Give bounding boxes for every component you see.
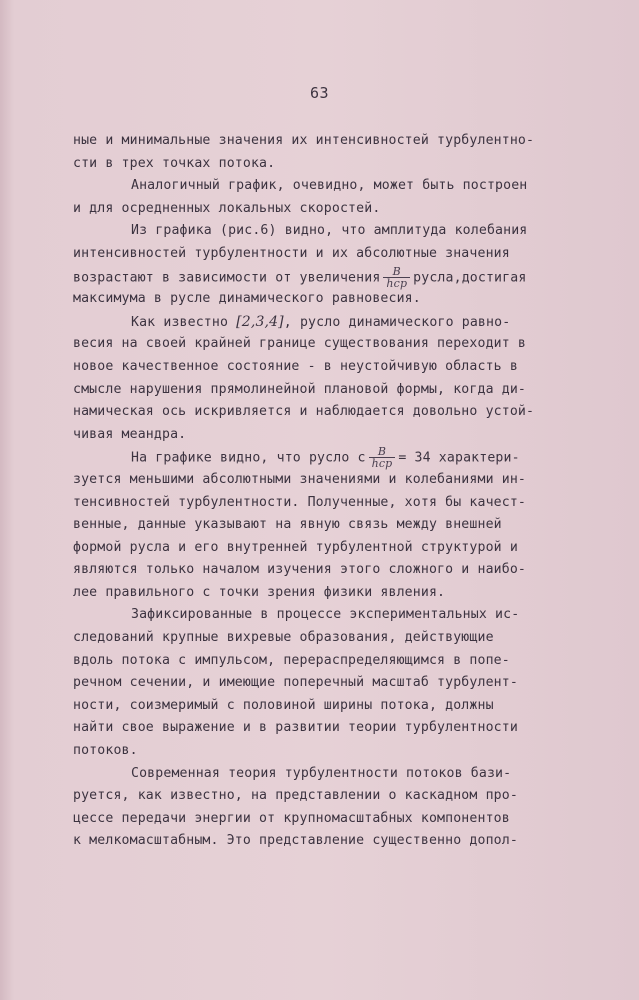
text-line: Зафиксированные в процессе экспериментальных ис-: [131, 607, 520, 623]
text-segment: возрастают в зависимости от увеличения: [73, 270, 381, 286]
fraction-numerator: B: [383, 266, 410, 278]
text-line: являются только началом изучения этого сложного и наибо-: [73, 562, 527, 578]
text-line: потоков.: [73, 743, 138, 759]
fraction-numerator: B: [369, 446, 396, 458]
text-line: к мелкомасштабным. Это представление существенно допол-: [73, 833, 518, 849]
text-line-with-fraction: [73, 446, 593, 469]
text-line: Современная теория турбулентности потоков бази-: [131, 765, 512, 781]
text-line: Из графика (рис.6) видно, что амплитуда колебания: [131, 223, 528, 239]
fraction-b-over-hcp: [383, 266, 410, 289]
fraction-b-over-hcp: [369, 446, 396, 469]
text-line: ные и минимальные значения их интенсивностей турбулентно-: [73, 133, 535, 148]
text-line: весия на своей крайней границе существования переходит в: [73, 336, 527, 352]
text-segment: , русло динамического равно-: [283, 314, 511, 330]
fraction-denominator: hср: [371, 457, 393, 471]
text-line: зуется меньшими абсолютными значениями и колебаниями ин-: [73, 471, 527, 487]
citation-reference: [2,3,4]: [236, 313, 284, 330]
text-line: речном сечении, и имеющие поперечный масштаб турбулент-: [73, 675, 518, 691]
text-segment: = 34 характери-: [398, 450, 520, 466]
text-line: формой русла и его внутренней турбулентной структурой и: [73, 539, 518, 555]
text-line: найти свое выражение и в развитии теории турбулентности: [73, 720, 518, 736]
text-line: намическая ось искривляется и наблюдается довольно устой-: [73, 404, 535, 420]
page-number: 63: [309, 84, 330, 102]
text-segment: Как известно: [131, 314, 229, 330]
text-line: сти в трех точках потока.: [73, 155, 276, 171]
text-segment: русла,достигая: [413, 270, 527, 286]
text-line-with-reference: [73, 311, 593, 334]
text-line: интенсивностей турбулентности и их абсолютные значения: [73, 245, 510, 261]
text-line: руется, как известно, на представлении о каскадном про-: [73, 788, 518, 804]
text-line: вдоль потока с импульсом, перераспределяющимся в попе-: [73, 652, 510, 668]
fraction-denominator: hср: [386, 276, 408, 290]
text-line: венные, данные указывают на явную связь между внешней: [73, 517, 502, 533]
text-line: чивая меандра.: [73, 426, 187, 442]
text-line: максимума в русле динамического равновесия.: [73, 291, 421, 307]
text-line: ности, соизмеримый с половиной ширины потока, должны: [73, 697, 494, 713]
text-line: Аналогичный график, очевидно, может быть построен: [131, 178, 528, 194]
body-text: [73, 130, 593, 853]
text-line: следований крупные вихревые образования, действующие: [73, 630, 494, 646]
text-line: смысле нарушения прямолинейной плановой формы, когда ди-: [73, 381, 527, 397]
text-line: лее правильного с точки зрения физики явления.: [73, 584, 446, 600]
text-segment: На графике видно, что русло с: [131, 450, 366, 466]
text-line: тенсивностей турбулентности. Полученные, хотя бы качест-: [73, 494, 527, 510]
text-line: цессе передачи энергии от крупномасштабных компонентов: [73, 810, 510, 826]
text-line-with-fraction: [73, 266, 593, 289]
text-line: новое качественное состояние - в неустойчивую область в: [73, 358, 518, 374]
text-line: и для осредненных локальных скоростей.: [73, 200, 381, 216]
